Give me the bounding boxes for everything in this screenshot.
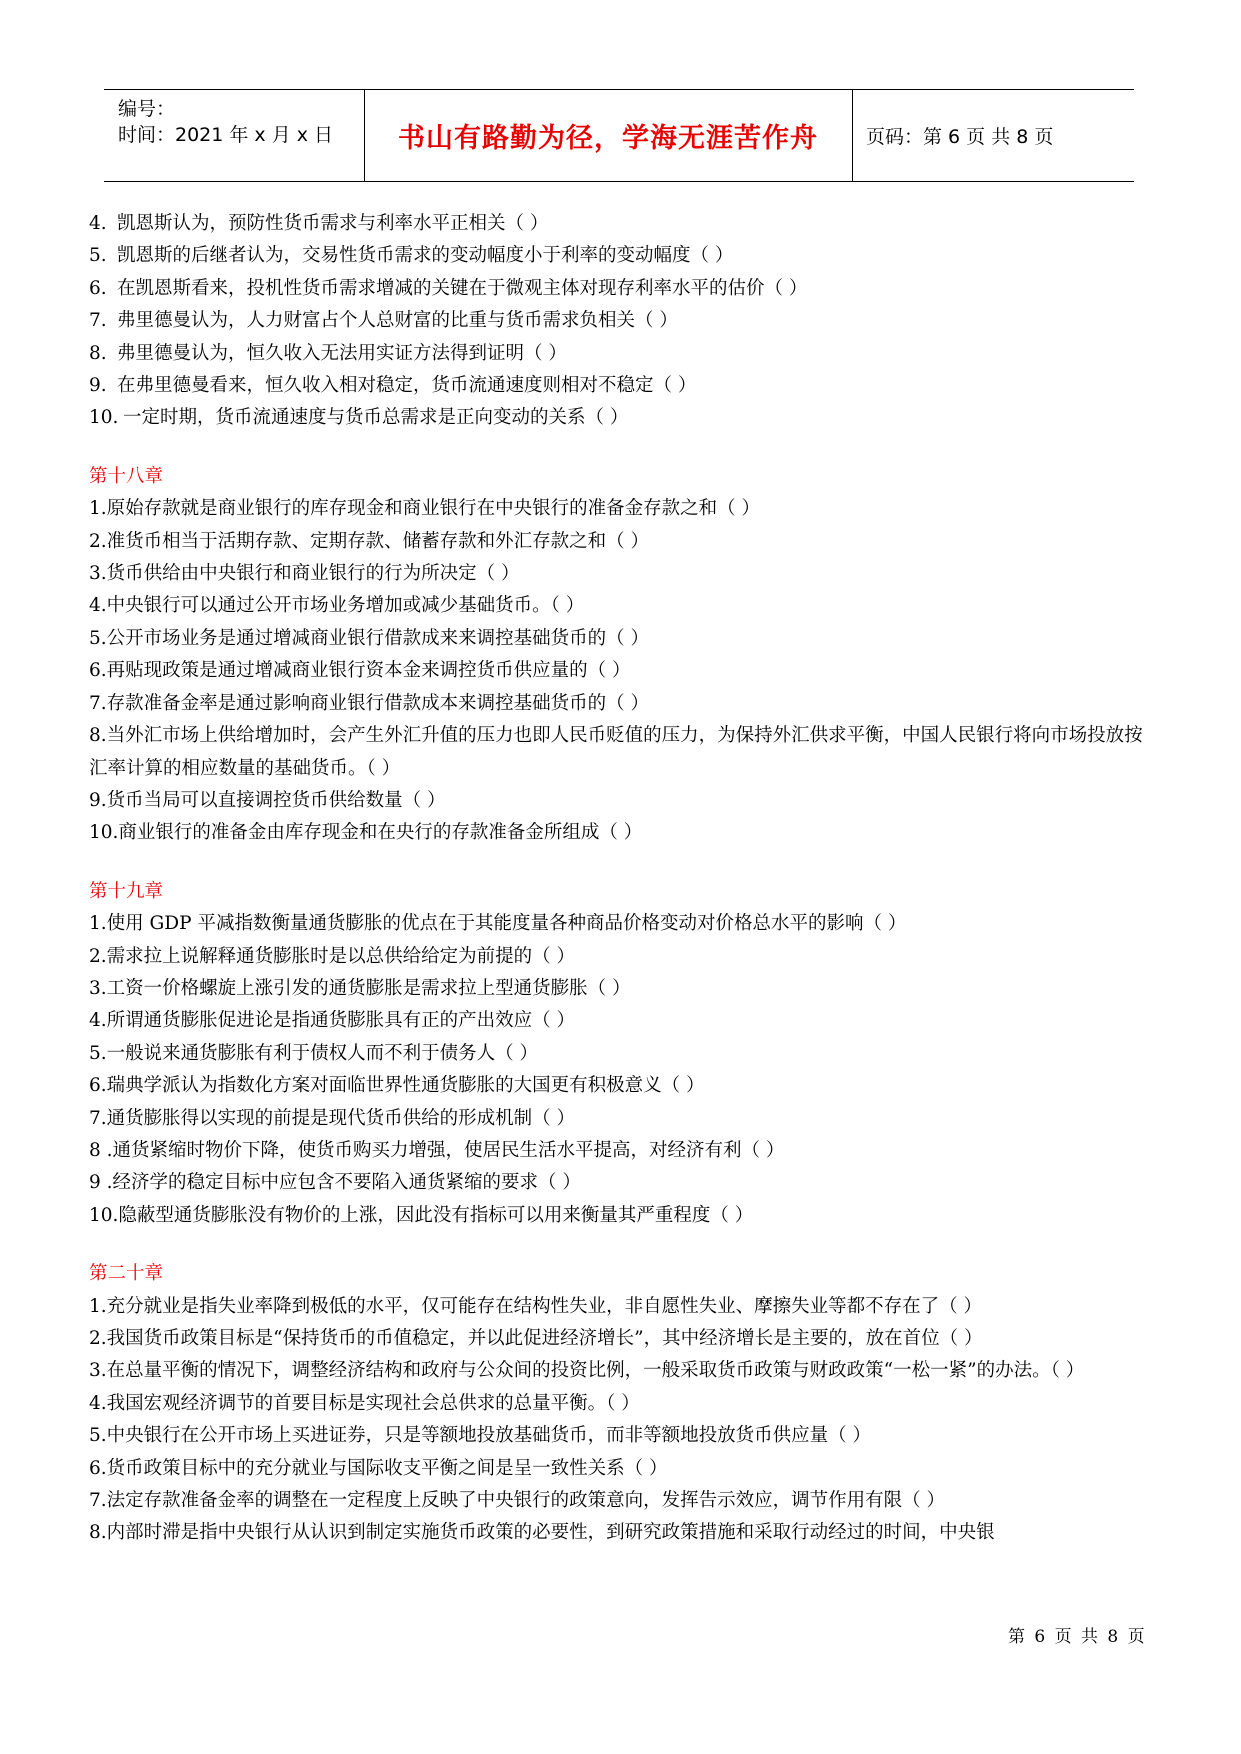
list-item: 10.隐蔽型通货膨胀没有物价的上涨，因此没有指标可以用来衡量其严重程度（ ）: [89, 1204, 754, 1226]
list-item: 5.中央银行在公开市场上买进证券，只是等额地投放基础货币，而非等额地投放货币供应量（ ）: [89, 1425, 872, 1447]
list-item: 5.公开市场业务是通过增减商业银行借款成来来调控基础货币的（ ）: [89, 627, 650, 649]
list-item: 10. 一定时期，货币流通速度与货币总需求是正向变动的关系（ ）: [89, 407, 629, 429]
document-body: [89, 208, 1149, 1550]
list-item: 7. 弗里德曼认为，人力财富占个人总财富的比重与货币需求负相关（ ）: [89, 310, 678, 332]
list-item: 4.中央银行可以通过公开市场业务增加或减少基础货币。（ ）: [89, 595, 585, 617]
header-page-label: 页码：第 6 页 共 8 页: [866, 126, 1054, 148]
list-item: 7.法定存款准备金率的调整在一定程度上反映了中央银行的政策意向，发挥告示效应，调节作用有限（ ）: [89, 1490, 946, 1512]
list-item: 8.当外汇市场上供给增加时，会产生外汇升值的压力也即人民币贬值的压力，为保持外汇供求平衡，中国人民银行将向市场投放按汇率计算的相应数量的基础货币。（ ）: [89, 725, 1143, 779]
list-item: 1.原始存款就是商业银行的库存现金和商业银行在中央银行的准备金存款之和（ ）: [89, 498, 761, 520]
list-item: 6.瑞典学派认为指数化方案对面临世界性通货膨胀的大国更有积极意义（ ）: [89, 1075, 705, 1097]
list-item: 8 .通货紧缩时物价下降，使货币购买力增强，使居民生活水平提高，对经济有利（ ）: [89, 1139, 785, 1161]
chapter-heading: 第二十章: [89, 1263, 164, 1285]
list-item: 4.我国宏观经济调节的首要目标是实现社会总供求的总量平衡。（ ）: [89, 1392, 640, 1414]
chapter-heading: 第十九章: [89, 880, 164, 902]
time-label: 时间：2021 年 x 月 x 日: [118, 124, 334, 146]
list-item: 2.准货币相当于活期存款、定期存款、储蓄存款和外汇存款之和（ ）: [89, 530, 650, 552]
list-item: 9.货币当局可以直接调控货币供给数量（ ）: [89, 789, 446, 811]
number-label: 编号：: [118, 98, 176, 120]
header-motto: 书山有路勤为径，学海无涯苦作舟: [398, 123, 818, 154]
list-item: 8. 弗里德曼认为，恒久收入无法用实证方法得到证明（ ）: [89, 342, 567, 364]
list-item: 4. 凯恩斯认为，预防性货币需求与利率水平正相关（ ）: [89, 213, 549, 234]
list-item: 5. 凯恩斯的后继者认为，交易性货币需求的变动幅度小于利率的变动幅度（ ）: [89, 245, 734, 267]
list-item: 10.商业银行的准备金由库存现金和在央行的存款准备金所组成（ ）: [89, 822, 643, 844]
list-item: 4.所谓通货膨胀促进论是指通货膨胀具有正的产出效应（ ）: [89, 1010, 576, 1032]
list-item: 8.内部时滞是指中央银行从认识到制定实施货币政策的必要性，到研究政策措施和采取行动经过的时间，中央银: [89, 1522, 995, 1544]
list-item: 1.充分就业是指失业率降到极低的水平，仅可能存在结构性失业，非自愿性失业、摩擦失业等都不存在了（ ）: [89, 1295, 983, 1317]
page-header: [104, 89, 1134, 182]
list-item: 7.存款准备金率是通过影响商业银行借款成本来调控基础货币的（ ）: [89, 692, 650, 714]
list-item: 7.通货膨胀得以实现的前提是现代货币供给的形成机制（ ）: [89, 1107, 576, 1129]
list-item: 9. 在弗里德曼看来，恒久收入相对稳定，货币流通速度则相对不稳定（ ）: [89, 375, 697, 397]
list-item: 1.使用 GDP 平减指数衡量通货膨胀的优点在于其能度量各种商品价格变动对价格总水平的影响（ ）: [89, 913, 907, 935]
page-footer: 第 6 页 共 8 页: [1008, 1627, 1147, 1647]
list-item: 3.货币供给由中央银行和商业银行的行为所决定（ ）: [89, 563, 520, 585]
header-meta: [104, 90, 364, 181]
list-item: 2.需求拉上说解释通货膨胀时是以总供给给定为前提的（ ）: [89, 945, 576, 967]
list-item: 3.工资一价格螺旋上涨引发的通货膨胀是需求拉上型通货膨胀（ ）: [89, 977, 631, 999]
list-item: 6. 在凯恩斯看来，投机性货币需求增减的关键在于微观主体对现存利率水平的估价（ ）: [89, 277, 808, 299]
list-item: 5.一般说来通货膨胀有利于债权人而不利于债务人（ ）: [89, 1042, 539, 1064]
list-item: 2.我国货币政策目标是“保持货币的币值稳定，并以此促进经济增长”，其中经济增长是主要的，放在首位（ ）: [89, 1328, 983, 1349]
list-item: 3.在总量平衡的情况下，调整经济结构和政府与公众间的投资比例，一般采取货币政策与财政政策“一松一紧”的办法。（ ）: [89, 1360, 1085, 1382]
list-item: 6.再贴现政策是通过增减商业银行资本金来调控货币供应量的（ ）: [89, 660, 631, 682]
list-item: 6.货币政策目标中的充分就业与国际收支平衡之间是呈一致性关系（ ）: [89, 1457, 668, 1479]
list-item: 9 .经济学的稳定目标中应包含不要陷入通货紧缩的要求（ ）: [89, 1172, 581, 1194]
chapter-heading: 第十八章: [89, 465, 164, 487]
